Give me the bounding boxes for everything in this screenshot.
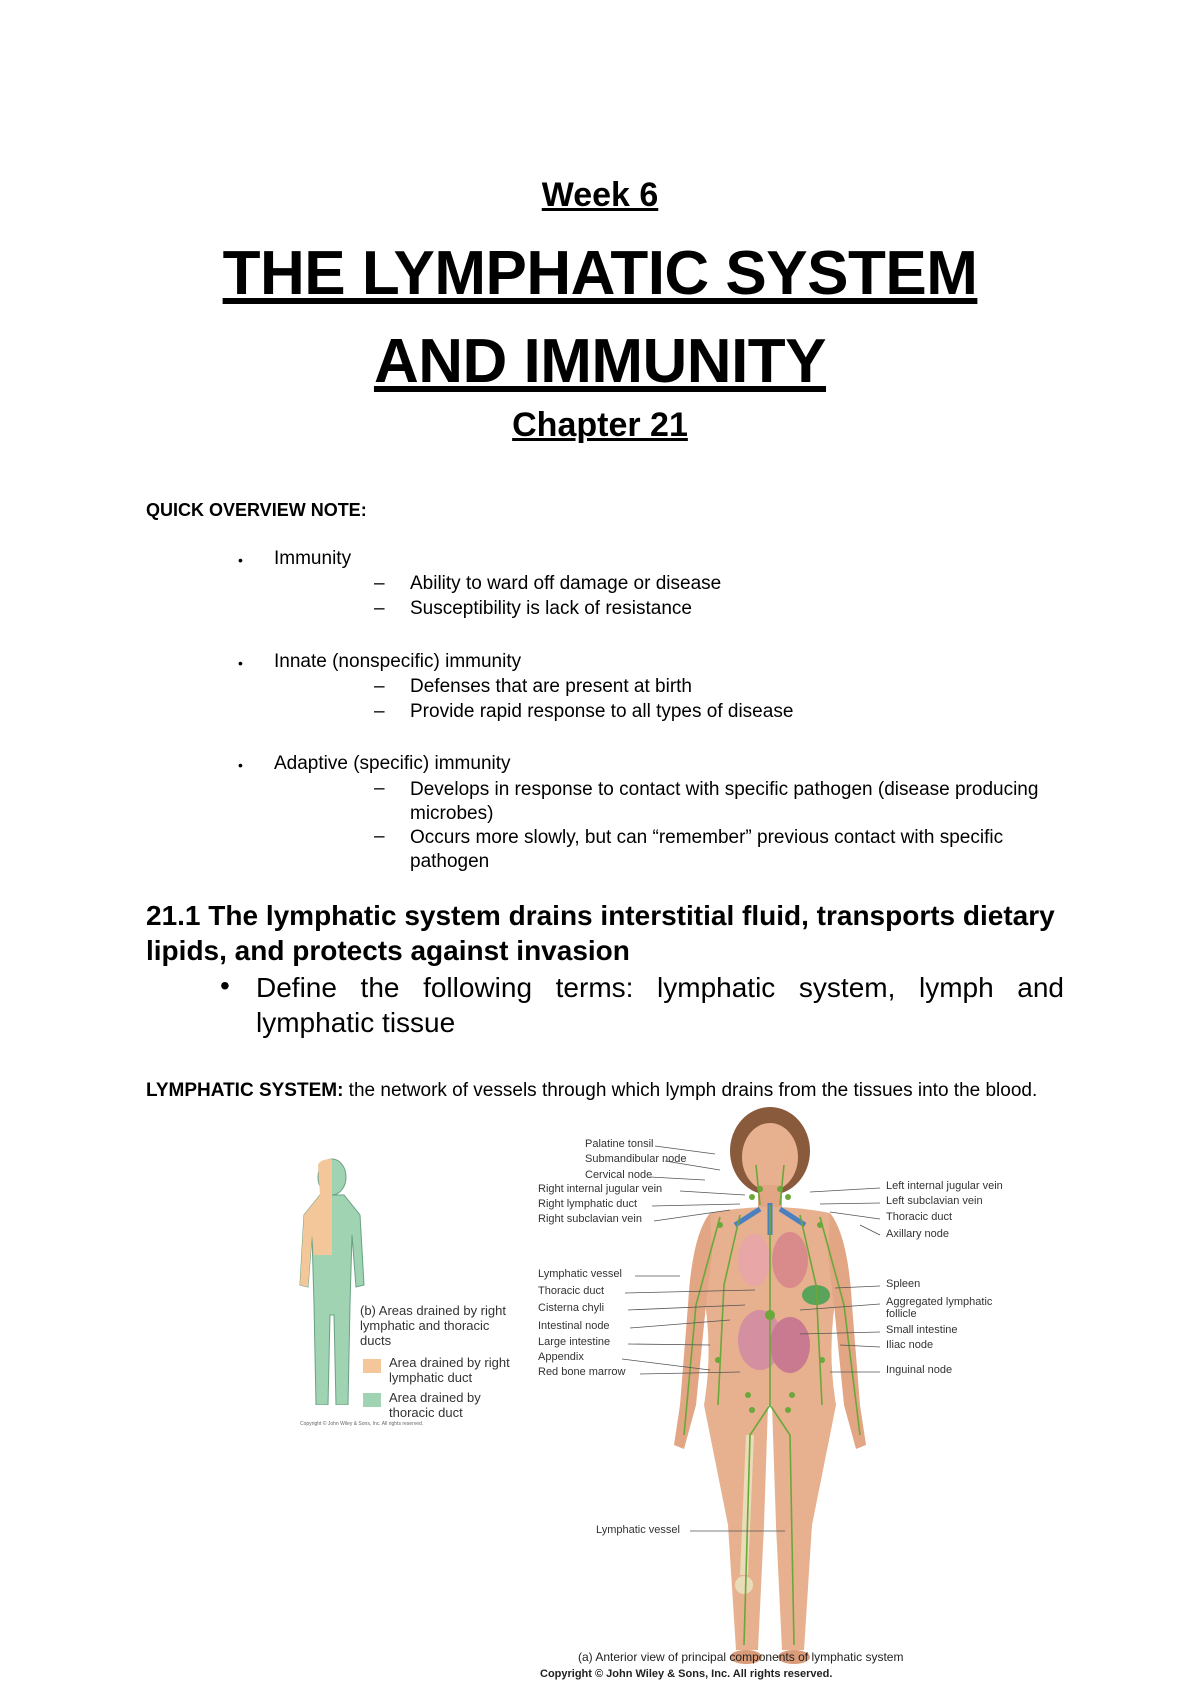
anatomy-label: Palatine tonsil xyxy=(585,1138,654,1150)
overview-item: Ability to ward off damage or disease xyxy=(410,573,722,594)
overview-item: Susceptibility is lack of resistance xyxy=(410,598,692,619)
overview-item: Provide rapid response to all types of disease xyxy=(410,701,794,722)
legend-label: Area drained by thoracic duct xyxy=(389,1390,481,1420)
overview-item: Develops in response to contact with specific pathogen (disease producing microbes) xyxy=(410,779,1039,824)
anatomy-label: Lymphatic vessel xyxy=(596,1524,680,1536)
anatomy-label: Intestinal node xyxy=(538,1320,610,1332)
section-heading: 21.1 The lymphatic system drains interstitial fluid, transports dietary lipids, and protects against invasion xyxy=(146,900,1055,966)
definition-text: the network of vessels through which lymph drains from the tissues into the blood. xyxy=(343,1080,1038,1101)
bullet-dot: • xyxy=(238,655,243,671)
figure-a-copyright: Copyright © John Wiley & Sons, Inc. All rights reserved. xyxy=(540,1668,833,1680)
dash-marker: – xyxy=(374,598,385,619)
anatomy-label: Left subclavian vein xyxy=(886,1195,983,1207)
overview-heading: QUICK OVERVIEW NOTE: xyxy=(146,500,367,520)
figure-b-copyright: Copyright © John Wiley & Sons, Inc. All rights reserved. xyxy=(300,1421,424,1427)
dash-marker: – xyxy=(374,778,385,799)
anatomy-label: Cervical node xyxy=(585,1169,653,1181)
overview-group-title: Adaptive (specific) immunity xyxy=(274,753,511,774)
anatomy-label: Thoracic duct xyxy=(886,1211,953,1223)
anatomy-label: Cisterna chyli xyxy=(538,1302,605,1314)
figure-a-caption: (a) Anterior view of principal components of lymphatic system xyxy=(578,1650,904,1664)
anatomy-label: Large intestine xyxy=(538,1336,611,1348)
dash-marker: – xyxy=(374,676,385,697)
legend-swatch-thoracic xyxy=(363,1393,381,1407)
dash-marker: – xyxy=(374,826,385,847)
page-title-line-1: THE LYMPHATIC SYSTEM xyxy=(222,239,978,308)
section-bullet: Define the following terms: lymphatic system, lymph and lymphatic tissue xyxy=(256,972,1064,1038)
anatomy-label: Aggregated lymphatic follicle xyxy=(886,1296,993,1320)
anatomy-label: Appendix xyxy=(538,1351,584,1363)
anatomy-label: Submandibular node xyxy=(585,1153,687,1165)
overview-item: Defenses that are present at birth xyxy=(410,676,692,697)
bullet-dot: • xyxy=(238,552,243,568)
anatomy-label: Right lymphatic duct xyxy=(538,1198,638,1210)
definition-paragraph xyxy=(146,1077,1064,1105)
anatomy-label: Lymphatic vessel xyxy=(538,1268,622,1280)
legend-swatch-right-lymphatic xyxy=(363,1359,381,1373)
anatomy-label: Iliac node xyxy=(886,1339,934,1351)
definition-term: LYMPHATIC SYSTEM: xyxy=(146,1080,344,1101)
chapter-label: Chapter 21 xyxy=(512,406,688,444)
overview-item: Occurs more slowly, but can “remember” previous contact with specific pathogen xyxy=(410,827,1004,872)
anatomy-label: Small intestine xyxy=(886,1324,958,1336)
drainage-body-illustration xyxy=(300,1159,364,1405)
overview-group-title: Innate (nonspecific) immunity xyxy=(274,651,522,672)
legend-label: Area drained by right lymphatic duct xyxy=(389,1355,510,1385)
anatomy-label: Inguinal node xyxy=(886,1364,953,1376)
figure-b-caption: (b) Areas drained by right lymphatic and thoracic ducts xyxy=(360,1303,506,1348)
anatomy-label: Left internal jugular vein xyxy=(886,1180,1003,1192)
dash-marker: – xyxy=(374,573,385,594)
anatomy-label: Right subclavian vein xyxy=(538,1213,642,1225)
dash-marker: – xyxy=(374,701,385,722)
anatomy-label: Thoracic duct xyxy=(538,1285,605,1297)
bullet-dot: • xyxy=(220,970,230,1001)
anatomy-label: Red bone marrow xyxy=(538,1366,626,1378)
page-title-line-2: AND IMMUNITY xyxy=(373,327,827,396)
anatomy-label: Right internal jugular vein xyxy=(538,1183,663,1195)
week-label: Week 6 xyxy=(541,176,659,214)
anatomy-label: Spleen xyxy=(886,1278,921,1290)
overview-group-title: Immunity xyxy=(274,548,352,569)
bullet-dot: • xyxy=(238,757,243,773)
label-leader-lines xyxy=(530,1140,1020,1540)
anatomy-label: Axillary node xyxy=(886,1228,949,1240)
